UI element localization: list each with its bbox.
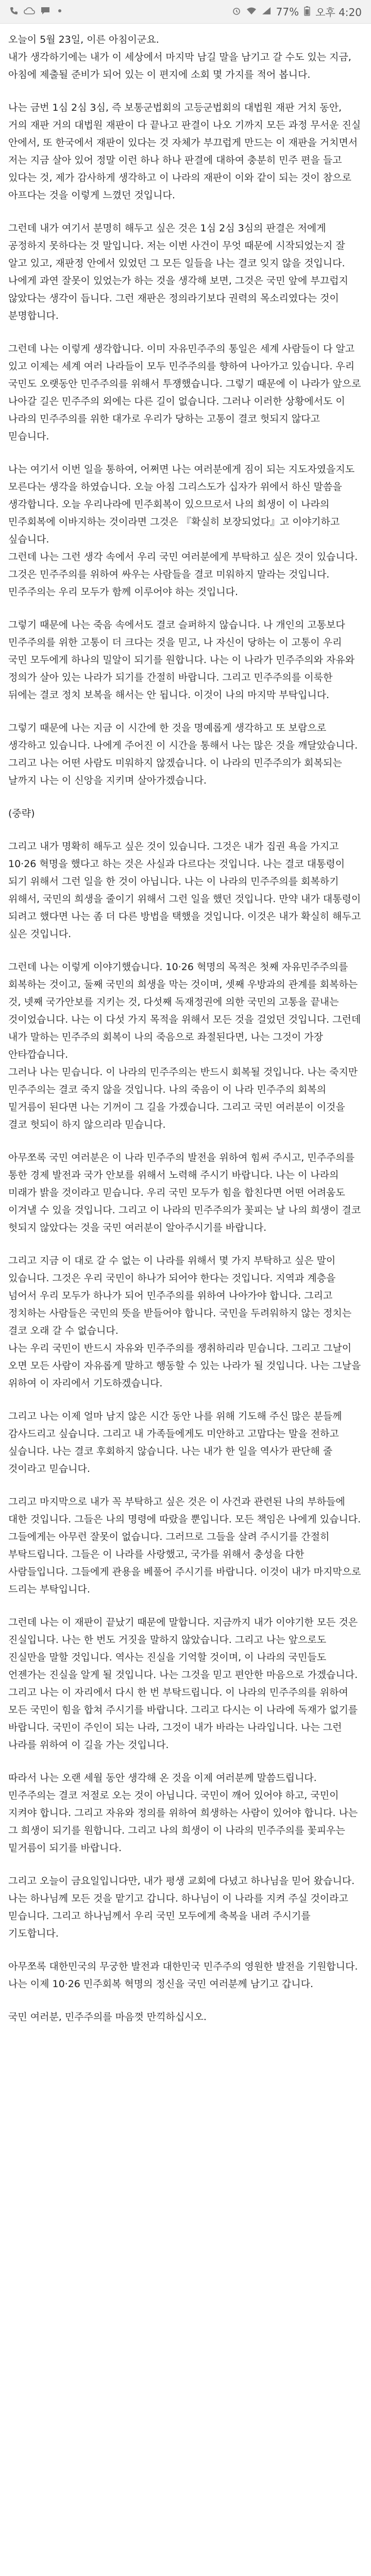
alarm-icon (232, 6, 241, 18)
paragraph-6: 그렇기 때문에 나는 죽음 속에서도 결코 슬퍼하지 않습니다. 나 개인의 고통보다 민주주의를 위한 고통이 더 크다는 것을 믿고, 나 자신이 당하는 이 고통이 우리 국민 모두에게 하나의 밀알이 되기를 원합니다. 나는 이 나라가 민주주의와 자유와 정의가 살아 있는 나라가 되기를 간절히 바랍니다. 그리고 민주주의를 이룩한 뒤에는 결코 정치 보복을 해서는 안 됩니다. 이것이 나의 마지막 부탁입니다. (8, 619, 358, 701)
cloud-icon (24, 7, 35, 17)
paragraph-9: 그런데 나는 이렇게 이야기했습니다. 10·26 혁명의 목적은 첫째 자유민주주의를 회복하는 것이고, 둘째 국민의 희생을 막는 것이며, 셋째 우방과의 관계를 회복하는 것, 넷째 국가안보를 지키는 것, 다섯째 독재정권에 의한 국민의 고통을 끝내는 것이었습니다. 나는 이 다섯 가지 목적을 위해서 모든 것을 걸었던 것입니다. 그런데 내가 말하는 민주주의 회복이 나의 죽음으로 좌절된다면, 나는 그것이 가장 안타깝습니다. 그러나 나는 믿습니다. 이 나라의 민주주의는 반드시 회복될 것입니다. 나는 죽지만 민주주의는 결코 죽지 않을 것입니다. 나의 죽음이 이 나라 민주주의 회복의 밑거름이 된다면 나는 기꺼이 그 길을 가겠습니다. 그리고 국민 여러분이 이것을 결코 헛되이 하지 않으리라 믿습니다. (8, 961, 361, 1130)
chat-icon (40, 6, 50, 18)
cellular-signal-icon (262, 7, 271, 17)
status-bar-left-icons (9, 6, 64, 18)
signal-indicator-icon (56, 7, 64, 17)
paragraph-15: 따라서 나는 오랜 세월 동안 생각해 온 것을 이제 여러분께 말씀드립니다. 민주주의는 결코 저절로 오는 것이 아닙니다. 국민이 깨어 있어야 하고, 국민이 지켜야 합니다. 그리고 자유와 정의를 위하여 희생하는 사람이 있어야 합니다. 나는 그 희생이 되기를 원합니다. 그리고 나의 희생이 이 나라의 민주주의를 꽃피우는 밑거름이 되기를 바랍니다. (8, 1772, 361, 1854)
paragraph-7: 그렇기 때문에 나는 지금 이 시간에 한 것을 명예롭게 생각하고 또 보람으로 생각하고 있습니다. 나에게 주어진 이 시간을 통해서 나는 많은 것을 깨달았습니다. 그리고 나는 어떤 사람도 미워하지 않겠습니다. 이 나라의 민주주의가 회복되는 날까지 나는 이 신앙을 지키며 살아가겠습니다. (8, 722, 361, 786)
paragraph-10: 아무쪼록 국민 여러분은 이 나라 민주주의 발전을 위하여 힘써 주시고, 민주주의를 통한 경제 발전과 국가 안보를 위해서 노력해 주시기 바랍니다. 나는 이 나라의 미래가 밝을 것이라고 믿습니다. 우리 국민 모두가 힘을 합친다면 어떤 어려움도 이겨낼 수 있을 것입니다. 그리고 이 나라의 민주주의가 꽃피는 날 나의 희생이 결코 헛되지 않았다는 것을 국민 여러분이 알아주시기를 바랍니다. (8, 1152, 364, 1233)
paragraph-4: 그런데 나는 이렇게 생각합니다. 이미 자유민주주의 통일은 세계 사람들이 다 알고 있고 이제는 세계 여러 나라들이 모두 민주주의를 향하여 나아가고 있습니다. 우리 국민도 오랫동안 민주주의를 위해서 투쟁했습니다. 그렇기 때문에 이 나라가 앞으로 나아갈 길은 민주주의 외에는 다른 길이 없습니다. 그러나 이러한 상황에서도 이 나라의 민주주의를 위한 대가로 우리가 당하는 고통이 결코 헛되지 않다고 믿습니다. (8, 343, 364, 442)
paragraph-1: 오늘이 5월 23일, 이른 아침이군요. 내가 생각하기에는 내가 이 세상에서 마지막 남길 말을 남기고 갈 수도 있는 지금, 아침에 제출될 준비가 되어 있는 이 편지에 소회 몇 가지를 적어 봅니다. (8, 34, 351, 80)
battery-percent: 77% (276, 5, 299, 18)
clock-time: 오후 4:20 (315, 6, 362, 19)
battery-icon (304, 6, 310, 18)
status-bar (0, 0, 371, 24)
paragraph-2: 나는 금번 1심 2심 3심, 즉 보통군법회의 고등군법회의 대법원 재판 거치 동안, 거의 재판 거의 대법원 재판이 다 끝나고 판결이 나오 기까지 모든 과정 무서운 진실 안에서, 또 한국에서 재판이 있다는 것 자체가 부끄럽게 만드는 이 재판을 거치면서 저는 지금 살아 있어 정말 이런 하나 하나 판결에 대하여 충분히 민주 편을 들고 있다는 것, 제가 감사하게 생각하고 이 나라의 재판이 이와 같이 되는 것이 참으로 아프다는 것을 이렇게 느꼈던 것입니다. (8, 102, 364, 201)
paragraph-14: 그런데 나는 이 재판이 끝났기 때문에 말합니다. 지금까지 내가 이야기한 모든 것은 진실입니다. 나는 한 번도 거짓을 말하지 않았습니다. 그리고 나는 앞으로도 진실만을 말할 것입니다. 역사는 진실을 기억할 것이며, 이 나라의 국민들도 언젠가는 진실을 알게 될 것입니다. 나는 그것을 믿고 편안한 마음으로 가겠습니다. 그리고 나는 이 자리에서 다시 한 번 부탁드립니다. 이 나라의 민주주의를 위하여 모든 국민이 힘을 합쳐 주시기를 바랍니다. 그리고 다시는 이 나라에 독재가 없기를 바랍니다. 국민이 주인이 되는 나라, 그것이 내가 바라는 나라입니다. 나는 그런 나라를 위하여 이 길을 가는 것입니다. (8, 1617, 358, 1751)
paragraph-3: 그런데 내가 여기서 분명히 해두고 싶은 것은 1심 2심 3심의 판결은 저에게 공정하지 못하다는 것 말입니다. 저는 이번 사건이 무엇 때문에 시작되었는지 잘 알고 있고, 재판정 안에서 있었던 그 모든 일들을 나는 결코 잊지 않을 것입니다. 나에게 과연 잘못이 있었는가 하는 것을 생각해 보면, 그것은 국민 앞에 부끄럽지 않았다는 생각이 듭니다. 그런 재판은 정의라기보다 권력의 목소리였다는 것이 분명합니다. (8, 223, 351, 321)
paragraph-11: 그리고 지금 이 대로 갈 수 없는 이 나라를 위해서 몇 가지 부탁하고 싶은 말이 있습니다. 그것은 우리 국민이 하나가 되어야 한다는 것입니다. 지역과 계층을 넘어서 우리 모두가 하나가 되어 민주주의를 위하여 나아가야 합니다. 그리고 정치하는 사람들은 국민의 뜻을 받들어야 합니다. 국민을 두려워하지 않는 정치는 결코 오래 갈 수 없습니다. 나는 우리 국민이 반드시 자유와 민주주의를 쟁취하리라 믿습니다. 그리고 그날이 오면 모든 사람이 자유롭게 말하고 행동할 수 있는 나라가 될 것입니다. 나는 그날을 위하여 이 자리에서 기도하겠습니다. (8, 1255, 361, 1389)
status-bar-right (232, 4, 362, 19)
paragraph-13: 그리고 마지막으로 내가 꼭 부탁하고 싶은 것은 이 사건과 관련된 나의 부하들에 대한 것입니다. 그들은 나의 명령에 따랐을 뿐입니다. 모든 책임은 나에게 있습니다. 그들에게는 아무런 잘못이 없습니다. 그러므로 그들을 살려 주시기를 간절히 부탁드립니다. 그들은 이 나라를 사랑했고, 국가를 위해서 충성을 다한 사람들입니다. 그들에게 관용을 베풀어 주시기를 바랍니다. 이것이 내가 마지막으로 드리는 부탁입니다. (8, 1496, 364, 1595)
closing-line: 국민 여러분, 민주주의를 마음껏 만끽하십시오. (8, 2011, 207, 2023)
paragraph-5: 나는 여기서 이번 일을 통하여, 어쩌면 나는 여러분에게 짐이 되는 지도자였을지도 모른다는 생각을 하였습니다. 오늘 아침 그리스도가 십자가 위에서 하신 말씀을 생각합니다. 오늘 우리나라에 민주회복이 있으므로서 나의 희생이 이 나라의 민주회복에 이바지하는 것이라면 그것은 『확실히 보장되었다』고 이야기하고 싶습니다. 그런데 나는 그런 생각 속에서 우리 국민 여러분에게 부탁하고 싶은 것이 있습니다. 그것은 민주주의를 위하여 싸우는 사람들을 결코 미워하지 말라는 것입니다. 민주주의는 우리 모두가 함께 이루어야 하는 것입니다. (8, 464, 358, 598)
document-body (0, 24, 371, 2052)
wifi-icon (246, 7, 257, 17)
paragraph-12: 그리고 나는 이제 얼마 남지 않은 시간 동안 나를 위해 기도해 주신 많은 분들께 감사드리고 싶습니다. 그리고 내 가족들에게도 미안하고 고맙다는 말을 전하고 싶습니다. 나는 결코 후회하지 않습니다. 나는 내가 한 일을 역사가 판단해 줄 것이라고 믿습니다. (8, 1411, 345, 1475)
section-break-label: (중략) (8, 808, 35, 819)
phone-icon (9, 6, 19, 18)
paragraph-17: 아무쪼록 대한민국의 무궁한 발전과 대한민국 민주주의 영원한 발전을 기원합니다. 나는 이제 10·26 민주회복 혁명의 정신을 국민 여러분께 남기고 갑니다. (8, 1961, 361, 1990)
paragraph-8: 그리고 내가 명확히 해두고 싶은 것이 있습니다. 그것은 내가 집권 욕을 가지고 10·26 혁명을 했다고 하는 것은 사실과 다르다는 것입니다. 나는 결코 대통령이 되기 위해서 그런 일을 한 것이 아닙니다. 나는 이 나라의 민주주의를 회복하기 위해서, 국민의 희생을 줄이기 위해서 그런 일을 했던 것입니다. 만약 내가 대통령이 되려고 했다면 나는 좀 더 다른 방법을 택했을 것입니다. 이것은 내가 확실히 해두고 싶은 것입니다. (8, 841, 364, 940)
paragraph-16: 그리고 오늘이 금요일입니다만, 내가 평생 교회에 다녔고 하나님을 믿어 왔습니다. 나는 하나님께 모든 것을 맡기고 갑니다. 하나님이 이 나라를 지켜 주실 것이라고 믿습니다. 그리고 하나님께서 우리 국민 모두에게 축복을 내려 주시기를 기도합니다. (8, 1875, 358, 1939)
